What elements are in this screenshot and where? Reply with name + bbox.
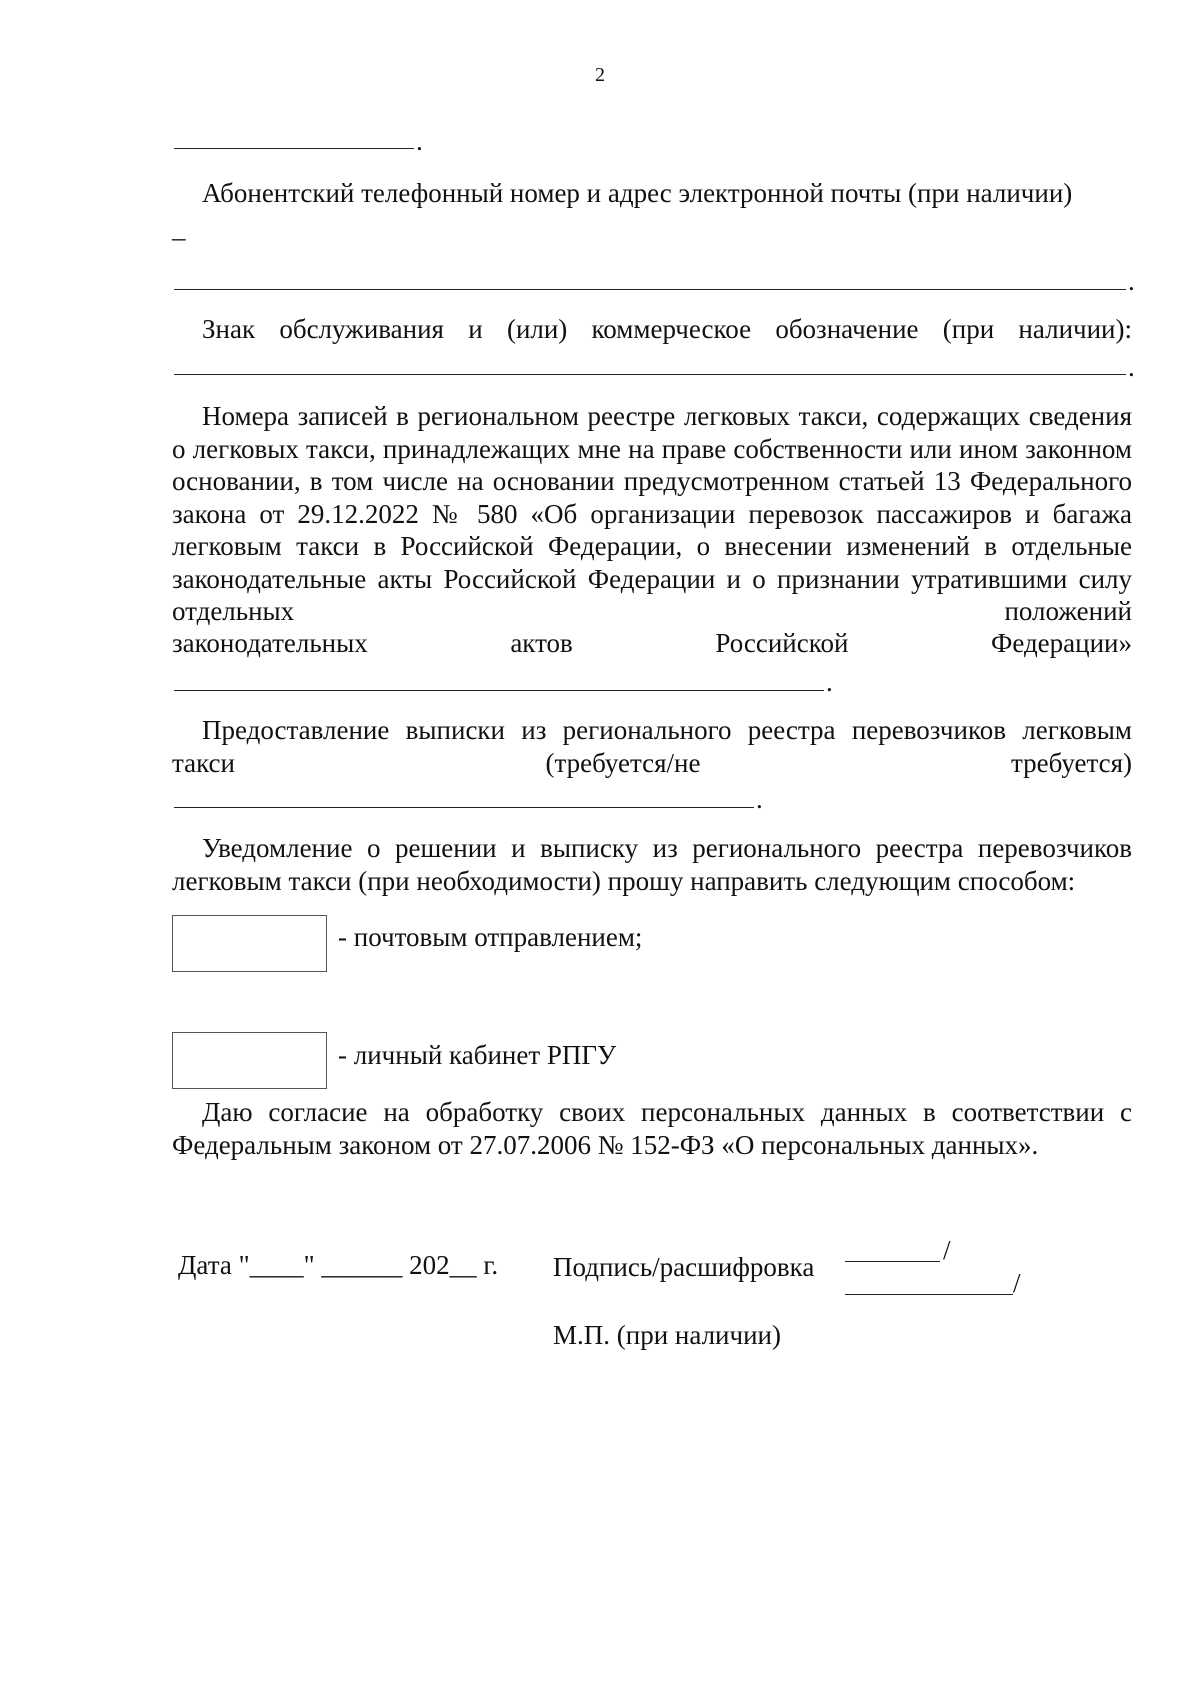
signature-slash: / [943,1235,951,1265]
decipher-line[interactable] [845,1294,1013,1295]
checkbox-cabinet[interactable] [172,1032,327,1089]
period: . [756,784,763,814]
extract-line-1: Предоставление выписки из регионального реестра перевозчиков легковым [202,715,1132,745]
blank-line-top[interactable] [174,148,414,149]
option-post-label: - почтовым отправлением; [338,922,643,952]
signature-line[interactable] [845,1261,940,1262]
service-mark-label: Знак обслуживания и (или) коммерческое обозначение (при наличии): [202,314,1132,344]
page-number: 2 [595,64,605,86]
extract-input-line[interactable] [174,807,754,808]
period: . [1128,266,1135,296]
decipher-slash: / [1013,1268,1021,1298]
date-label: Дата "____" ______ 202__ г. [178,1250,499,1280]
checkbox-post[interactable] [172,915,327,972]
period: . [416,126,423,156]
registry-paragraph-last-line: законодательных актов Российской Федерации» [172,628,1132,658]
period: . [1128,352,1135,382]
notification-text: Уведомление о решении и выписку из регионального реестра перевозчиков легковым такси (при необходимости) прошу направить следующим способом: [172,833,1132,896]
signature-label: Подпись/расшифровка [553,1252,815,1282]
contacts-input-line[interactable] [174,289,1126,290]
stamp-label: М.П. (при наличии) [553,1320,781,1350]
extract-line-2: такси (требуется/не требуется) [172,748,1132,778]
option-cabinet-label: - личный кабинет РПГУ [338,1040,617,1070]
service-mark-input-line[interactable] [174,374,1126,375]
registry-paragraph: Номера записей в региональном реестре легковых такси, содержащих сведения о легковых такси, принадлежащих мне на праве собственности или ином законном основании, в том числе на основании предусмотренном статьей 13 Федерального закона от 29.12.2022 № 580 «Об организации перевозок пассажиров и багажа легковым такси в Российской Федерации, о внесении изменений в отдельные законодательные акты Российской Федерации и о признании утратившими силу отдельных положений [172,401,1132,626]
consent-text: Даю согласие на обработку своих персональных данных в соответствии с Федеральным законом от 27.07.2006 № 152-ФЗ «О персональных данных». [172,1097,1132,1160]
period: . [826,667,833,697]
contacts-dash: _ [172,213,186,243]
contacts-label: Абонентский телефонный номер и адрес электронной почты (при наличии) [202,178,1073,208]
registry-input-line[interactable] [174,690,824,691]
